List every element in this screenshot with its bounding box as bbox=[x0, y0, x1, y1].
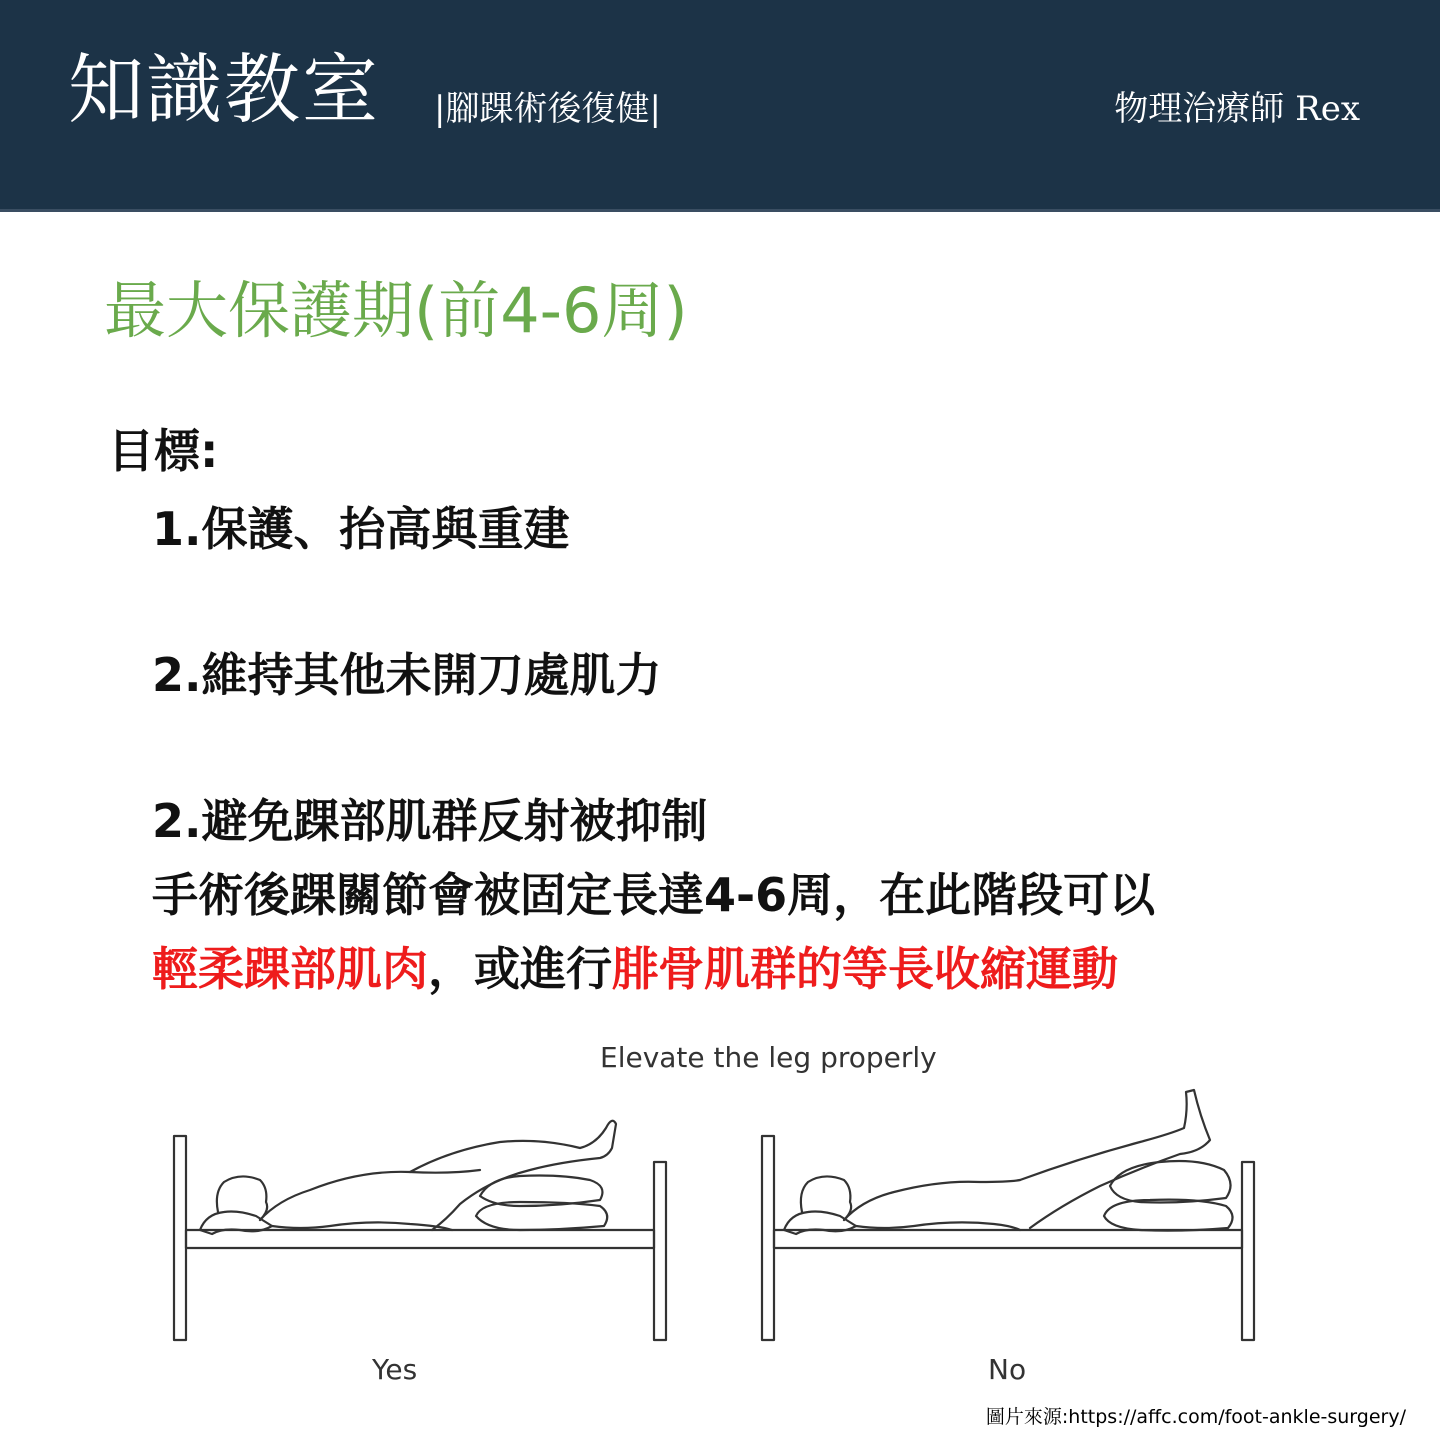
topic-title: |腳踝術後復健| bbox=[434, 89, 661, 129]
bed-yes-icon bbox=[174, 1121, 666, 1340]
goal-item-3-detail: 手術後踝關節會被固定長達4-6周，在此階段可以 bbox=[152, 868, 1156, 922]
highlight-connector: ，或進行 bbox=[428, 942, 612, 996]
leg-elevation-illustration bbox=[160, 1030, 1280, 1400]
goal-item-3-highlight bbox=[152, 942, 1118, 996]
section-title: 最大保護期(前4-6周) bbox=[104, 274, 688, 347]
no-label: No bbox=[988, 1353, 1027, 1386]
illustration-title: Elevate the leg properly bbox=[600, 1041, 937, 1074]
bed-no-icon bbox=[762, 1090, 1254, 1340]
goal-item-2: 2.維持其他未開刀處肌力 bbox=[152, 648, 662, 702]
header-banner bbox=[0, 0, 1440, 212]
goal-label: 目標: bbox=[108, 424, 219, 478]
author-name: 物理治療師 Rex bbox=[1114, 89, 1360, 129]
bed-drawing bbox=[160, 1030, 1280, 1400]
goal-item-3: 2.避免踝部肌群反射被抑制 bbox=[152, 794, 708, 848]
goal-item-1: 1.保護、抬高與重建 bbox=[152, 502, 570, 556]
highlight-massage: 輕柔踝部肌肉 bbox=[152, 942, 428, 996]
image-source-credit: 圖片來源:https://affc.com/foot-ankle-surgery/ bbox=[985, 1406, 1406, 1428]
highlight-isometric: 腓骨肌群的等長收縮運動 bbox=[612, 942, 1118, 996]
yes-label: Yes bbox=[372, 1353, 418, 1386]
brand-title: 知識教室 bbox=[68, 45, 380, 134]
